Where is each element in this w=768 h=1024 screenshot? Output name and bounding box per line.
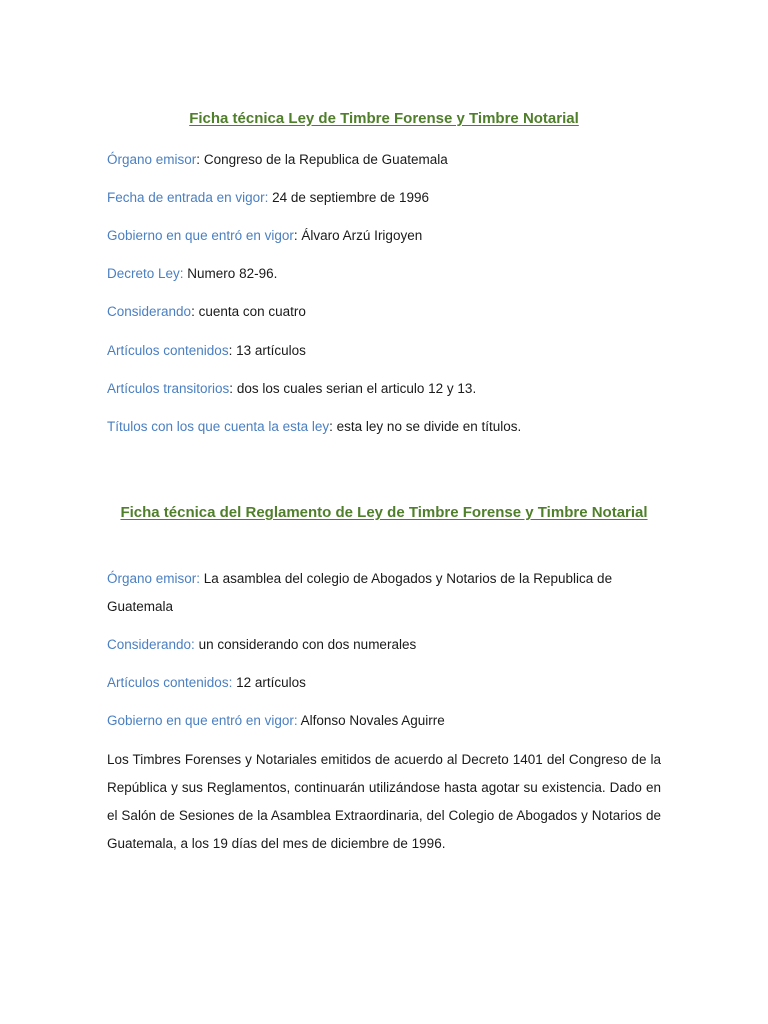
field-gobierno-reglamento: [107, 712, 661, 730]
field-label: Órgano emisor: [107, 152, 197, 167]
field-considerando-reglamento: [107, 636, 661, 654]
field-articulos-transitorios: Artículos transitorios: dos los cuales serian el articulo 12 y 13.: [107, 381, 477, 396]
field-considerando: Considerando: cuenta con cuatro: [107, 304, 306, 319]
field-value: La asamblea del colegio de Abogados y Notarios de la Republica de Guatemala: [107, 571, 613, 614]
field-value: un considerando con dos numerales: [194, 637, 417, 652]
field-value: Congreso de la Republica de Guatemala: [200, 152, 448, 167]
field-articulos-contenidos: Artículos contenidos: 13 artículos: [107, 343, 306, 358]
field-label: Artículos contenidos:: [107, 675, 233, 690]
field-value: 24 de septiembre de 1996: [268, 190, 429, 205]
field-value: Numero 82-96.: [183, 266, 278, 281]
field-label: Artículos transitorios: [107, 381, 230, 396]
field-value: 12 artículos: [232, 675, 306, 690]
field-label: Fecha de entrada en vigor:: [107, 190, 269, 205]
field-label: Gobierno en que entró en vigor: [107, 228, 294, 243]
field-value: 13 artículos: [232, 343, 306, 358]
field-decreto-ley: [107, 265, 661, 283]
field-value: cuenta con cuatro: [194, 304, 306, 319]
section2-title: Ficha técnica del Reglamento de Ley de Timbre Forense y Timbre Notarial: [120, 504, 648, 521]
closing-paragraph: Los Timbres Forenses y Notariales emitidos de acuerdo al Decreto 1401 del Congreso de la República y sus Reglamentos, continuarán utilizándose hasta agotar su existencia. Dado en el Salón de Sesiones de la Asamblea Extraordinaria, del Colegio de Abogados y Notarios de Guatemala, a los 19 días del mes de diciembre de 1996.: [107, 752, 661, 851]
section1-title: Ficha técnica Ley de Timbre Forense y Timbre Notarial: [189, 110, 579, 127]
field-value: esta ley no se divide en títulos.: [332, 419, 522, 434]
field-titulos: Títulos con los que cuenta la esta ley: esta ley no se divide en títulos.: [107, 419, 522, 434]
field-articulos-reglamento: [107, 674, 661, 692]
field-label: Considerando:: [107, 637, 195, 652]
field-label: Gobierno en que entró en vigor:: [107, 713, 298, 728]
field-value: Alfonso Novales Aguirre: [297, 713, 445, 728]
field-label: Órgano emisor:: [107, 571, 201, 586]
field-value: Álvaro Arzú Irigoyen: [297, 228, 423, 243]
field-label: Considerando: [107, 304, 192, 319]
field-label: Títulos con los que cuenta la esta ley: [107, 419, 330, 434]
field-gobierno: Gobierno en que entró en vigor: Álvaro Arzú Irigoyen: [107, 228, 423, 243]
field-label: Decreto Ley:: [107, 266, 184, 281]
field-value: dos los cuales serian el articulo 12 y 13.: [233, 381, 477, 396]
field-organo-emisor: Órgano emisor: Congreso de la Republica de Guatemala: [107, 152, 448, 167]
field-fecha-vigor: [107, 189, 661, 207]
field-label: Artículos contenidos: [107, 343, 229, 358]
field-organo-emisor-reglamento: [107, 565, 661, 621]
